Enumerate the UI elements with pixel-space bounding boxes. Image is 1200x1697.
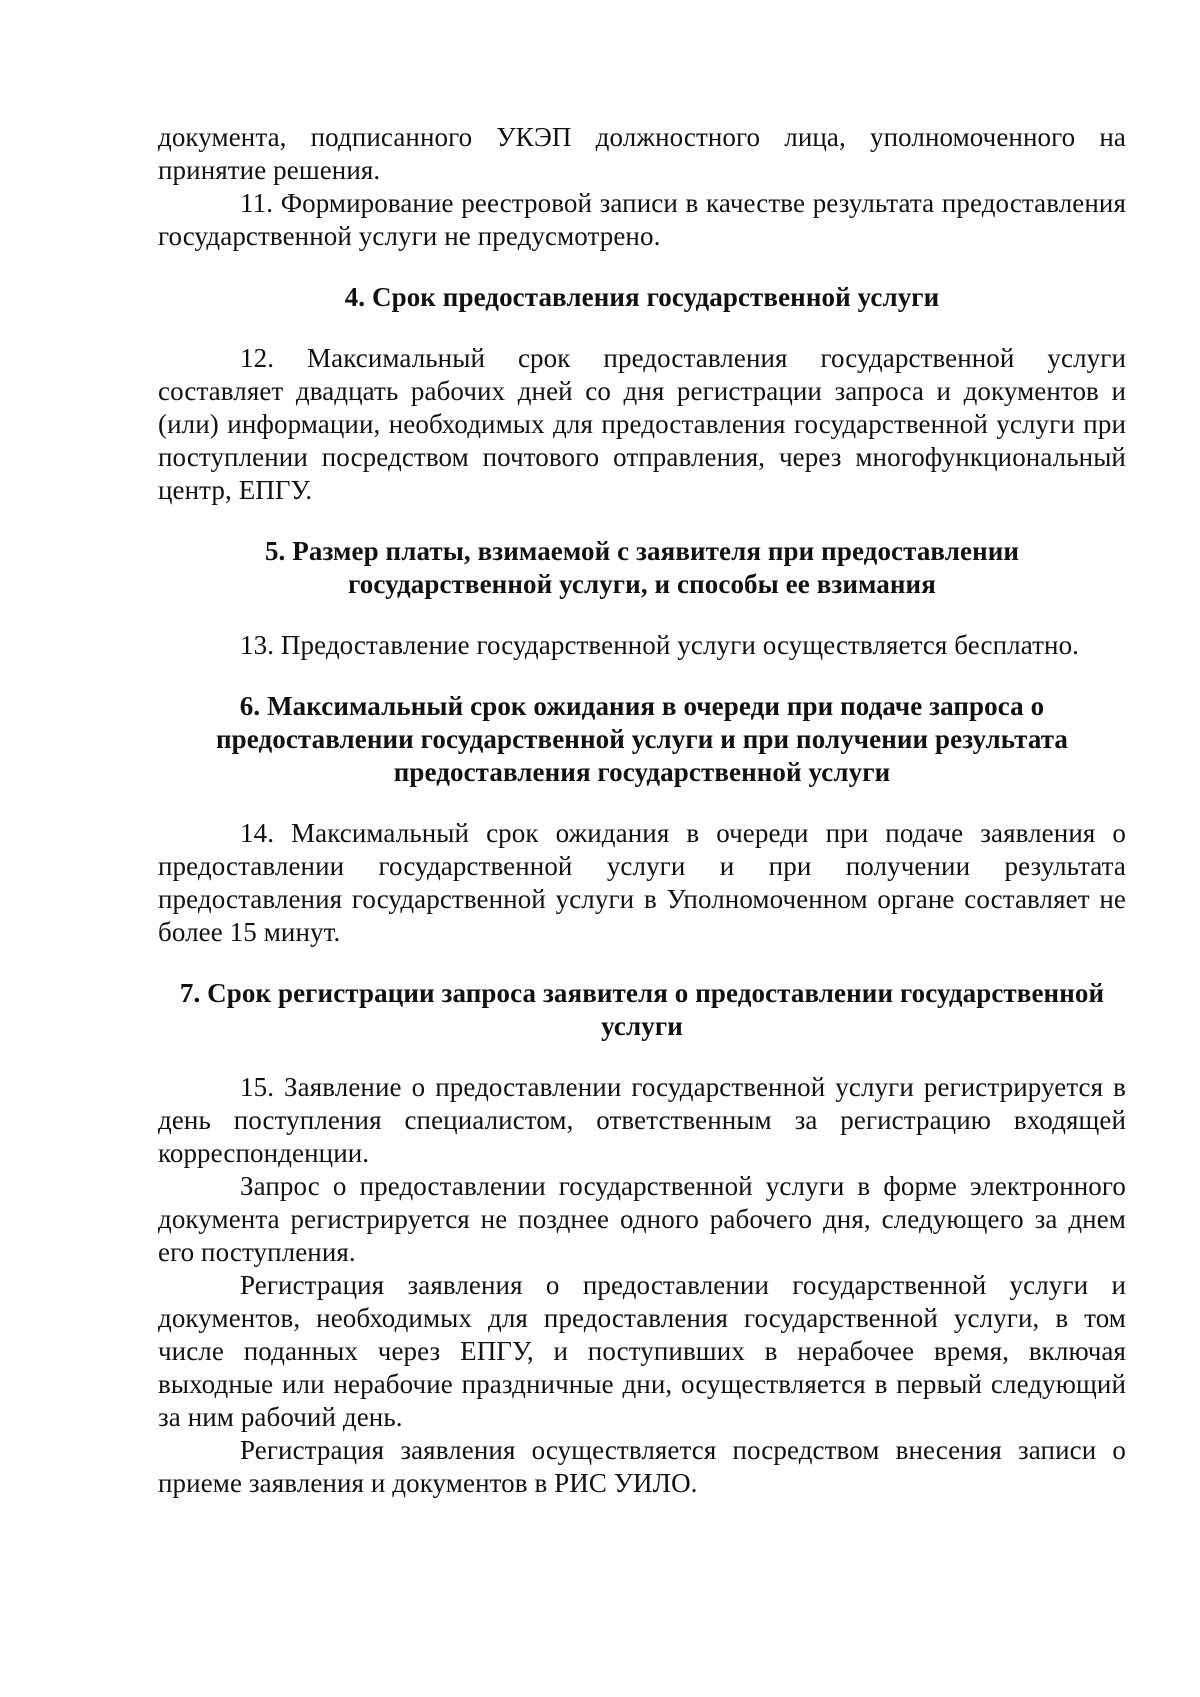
section-heading-5-line-1: 5. Размер платы, взимаемой с заявителя при предоставлении — [264, 536, 1020, 566]
section-heading-7 — [158, 977, 1126, 1043]
paragraph-13: 13. Предоставление государственной услуги осуществляется бесплатно. — [240, 630, 1080, 660]
document-body — [158, 121, 1126, 1500]
paragraph-14: 14. Максимальный срок ожидания в очереди при подаче заявления о предоставлении государственной услуги и при получении результата предоставления государственной услуги в Уполномоченном органе составляет не более 15 минут. — [158, 818, 1126, 947]
section-heading-6-line-2: предоставлении государственной услуги и при получении результата — [215, 724, 1069, 754]
section-heading-5 — [158, 535, 1126, 601]
paragraph-12: 12. Максимальный срок предоставления государственной услуги составляет двадцать рабочих дней со дня регистрации запроса и документов и (или) информации, необходимых для предоставления государственной услуги при поступлении посредством почтового отправления, через многофункциональный центр, ЕПГУ. — [158, 343, 1126, 505]
paragraph-15-record: Регистрация заявления осуществляется посредством внесения записи о приеме заявления и документов в РИС УИЛО. — [158, 1435, 1126, 1498]
paragraph-15: 15. Заявление о предоставлении государственной услуги регистрируется в день поступления специалистом, ответственным за регистрацию входящей корреспонденции. — [158, 1072, 1126, 1168]
section-heading-6-line-3: предоставления государственной услуги — [393, 757, 891, 787]
paragraph-continuation: документа, подписанного УКЭП должностного лица, уполномоченного на принятие решения. — [158, 122, 1126, 185]
section-heading-6-line-1: 6. Максимальный срок ожидания в очереди при подаче запроса о — [239, 691, 1045, 721]
paragraph-15-registration: Регистрация заявления о предоставлении государственной услуги и документов, необходимых для предоставления государственной услуги, в том числе поданных через ЕПГУ, и поступивших в нерабочее время, включая выходные или нерабочие праздничные дни, осуществляется в первый следующий за ним рабочий день. — [158, 1270, 1126, 1432]
section-heading-7-line-1: 7. Срок регистрации запроса заявителя о предоставлении государственной — [179, 978, 1105, 1008]
paragraph-11: 11. Формирование реестровой записи в качестве результата предоставления государственной услуги не предусмотрено. — [158, 188, 1126, 251]
section-heading-6 — [158, 690, 1126, 789]
section-heading-4 — [158, 281, 1126, 314]
paragraph-15-request: Запрос о предоставлении государственной услуги в форме электронного документа регистрируется не позднее одного рабочего дня, следующего за днем его поступления. — [158, 1171, 1126, 1267]
section-heading-4-line: 4. Срок предоставления государственной услуги — [344, 282, 940, 312]
section-heading-7-line-2: услуги — [601, 1011, 683, 1041]
section-heading-5-line-2: государственной услуги, и способы ее взимания — [348, 569, 936, 599]
